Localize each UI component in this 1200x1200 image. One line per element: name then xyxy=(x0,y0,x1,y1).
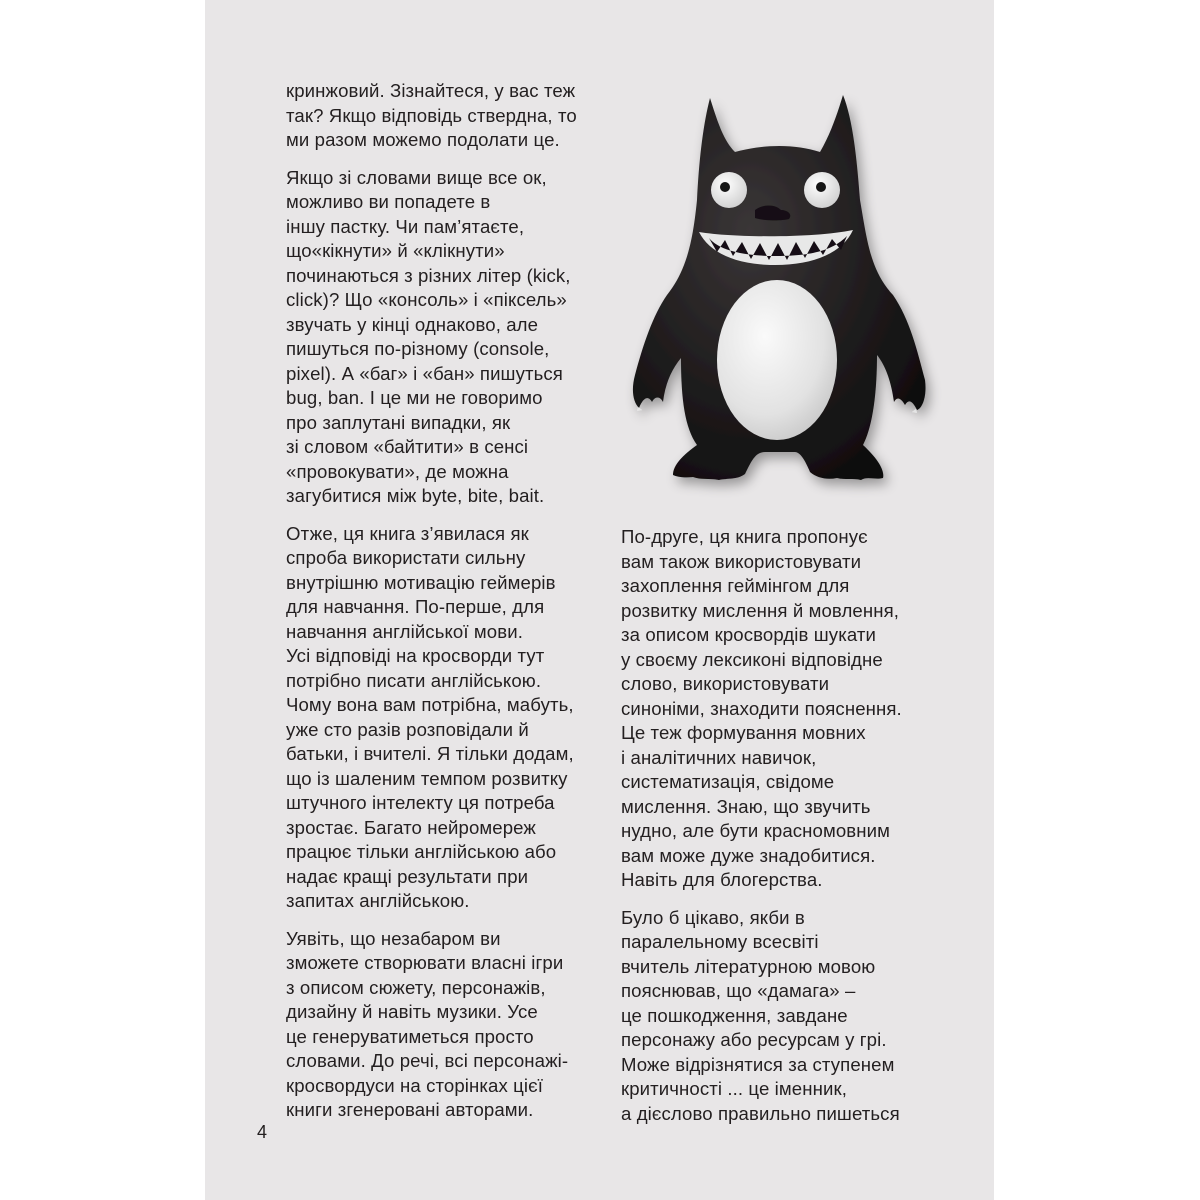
text-line: штучного інтелекту ця потреба xyxy=(286,792,555,813)
text-line: що із шаленим темпом розвитку xyxy=(286,767,568,789)
right-text-column xyxy=(621,525,931,1139)
paragraph xyxy=(286,927,601,1123)
text-line: мислення. Знаю, що звучить xyxy=(621,795,871,817)
text-line: зможете створювати власні ігри xyxy=(286,952,564,973)
text-line: кринжовий. Зізнайтеся, у вас теж xyxy=(286,80,576,101)
text-line: bug, ban. І це ми не говоримо xyxy=(286,387,543,408)
text-line: Отже, ця книга з’явилася як xyxy=(286,522,529,544)
paragraph xyxy=(286,522,601,914)
text-line: персонажу або ресурсам у грі. xyxy=(621,1029,887,1050)
text-line: нудно, але бути красномовним xyxy=(621,820,891,841)
text-line: уже сто разів розповідали й xyxy=(286,718,529,740)
text-line: кросвордуси на сторінках цієї xyxy=(286,1074,543,1096)
text-line: що«кікнути» й «клікнути» xyxy=(286,240,505,261)
text-line: критичності ... це іменник, xyxy=(621,1078,847,1099)
text-line: pixel). А «баг» і «бан» пишуться xyxy=(286,362,563,384)
text-line: Якщо зі словами вище все ок, xyxy=(286,166,547,188)
text-line: починаються з різних літер (kick, xyxy=(286,264,571,286)
text-line: надає кращі результати при xyxy=(286,865,529,887)
text-line: батьки, і вчителі. Я тільки додам, xyxy=(286,743,574,764)
text-line: вам може дуже знадобитися. xyxy=(621,844,876,866)
text-line: вчитель літературною мовою xyxy=(621,955,876,977)
paragraph xyxy=(621,525,931,893)
monster-illustration xyxy=(605,80,945,510)
paragraph xyxy=(621,906,931,1127)
paragraph xyxy=(286,79,601,153)
text-line: захоплення геймінгом для xyxy=(621,575,850,596)
text-line: паралельному всесвіті xyxy=(621,931,819,952)
book-page xyxy=(205,0,994,1200)
text-line: зростає. Багато нейромереж xyxy=(286,816,536,838)
text-line: запитах англійською. xyxy=(286,890,470,911)
text-line: це генеруватиметься просто xyxy=(286,1025,534,1047)
text-line: про заплутані випадки, як xyxy=(286,411,511,433)
text-line: ми разом можемо подолати це. xyxy=(286,129,560,150)
page-number: 4 xyxy=(257,1122,268,1142)
text-line: потрібно писати англійською. xyxy=(286,669,542,691)
text-line: Було б цікаво, якби в xyxy=(621,906,805,928)
text-line: систематизація, свідоме xyxy=(621,771,835,792)
text-line: зі словом «байтити» в сенсі xyxy=(286,436,529,457)
text-line: а дієслово правильно пишеться xyxy=(621,1102,900,1124)
text-line: працює тільки англійською або xyxy=(286,841,557,862)
text-line: вам також використовувати xyxy=(621,550,862,572)
text-line: так? Якщо відповідь ствердна, то xyxy=(286,104,577,126)
text-line: для навчання. По-перше, для xyxy=(286,596,545,617)
text-line: Навіть для блогерства. xyxy=(621,869,823,890)
text-line: іншу пастку. Чи пам’ятаєте, xyxy=(286,215,525,237)
paragraph xyxy=(286,166,601,509)
text-line: за описом кросвордів шукати xyxy=(621,624,876,645)
text-line: Уявіть, що незабаром ви xyxy=(286,927,501,949)
text-line: можливо ви попадете в xyxy=(286,191,491,212)
text-line: звучать у кінці однаково, але xyxy=(286,313,539,335)
text-line: Це теж формування мовних xyxy=(621,722,866,743)
text-line: слово, використовувати xyxy=(621,673,830,694)
text-line: Може відрізнятися за ступенем xyxy=(621,1053,895,1075)
text-line: пояснював, що «дамага» – xyxy=(621,980,856,1001)
text-line: загубитися між byte, bite, bait. xyxy=(286,485,545,506)
text-line: розвитку мислення й мовлення, xyxy=(621,599,900,621)
text-line: це пошкодження, завдане xyxy=(621,1004,848,1026)
text-line: у своєму лексиконі відповідне xyxy=(621,648,883,670)
text-line: внутрішню мотивацію геймерів xyxy=(286,571,556,593)
text-line: click)? Що «консоль» і «піксель» xyxy=(286,289,567,310)
text-line: дизайну й навіть музики. Усе xyxy=(286,1001,538,1022)
text-line: синоніми, знаходити пояснення. xyxy=(621,697,902,719)
text-line: книги згенеровані авторами. xyxy=(286,1099,534,1120)
text-line: Усі відповіді на кросворди тут xyxy=(286,645,545,666)
text-line: Чому вона вам потрібна, мабуть, xyxy=(286,694,574,715)
text-line: з описом сюжету, персонажів, xyxy=(286,976,546,998)
left-text-column xyxy=(286,79,601,1136)
text-line: і аналітичних навичок, xyxy=(621,746,817,768)
text-line: «провокувати», де можна xyxy=(286,460,509,482)
text-line: пишуться по-різному (console, xyxy=(286,338,550,359)
monster-icon xyxy=(605,80,945,510)
text-line: спроба використати сильну xyxy=(286,547,526,568)
text-line: словами. До речі, всі персонажі- xyxy=(286,1050,569,1071)
text-line: навчання англійської мови. xyxy=(286,620,523,642)
text-line: По-друге, ця книга пропонує xyxy=(621,526,868,547)
